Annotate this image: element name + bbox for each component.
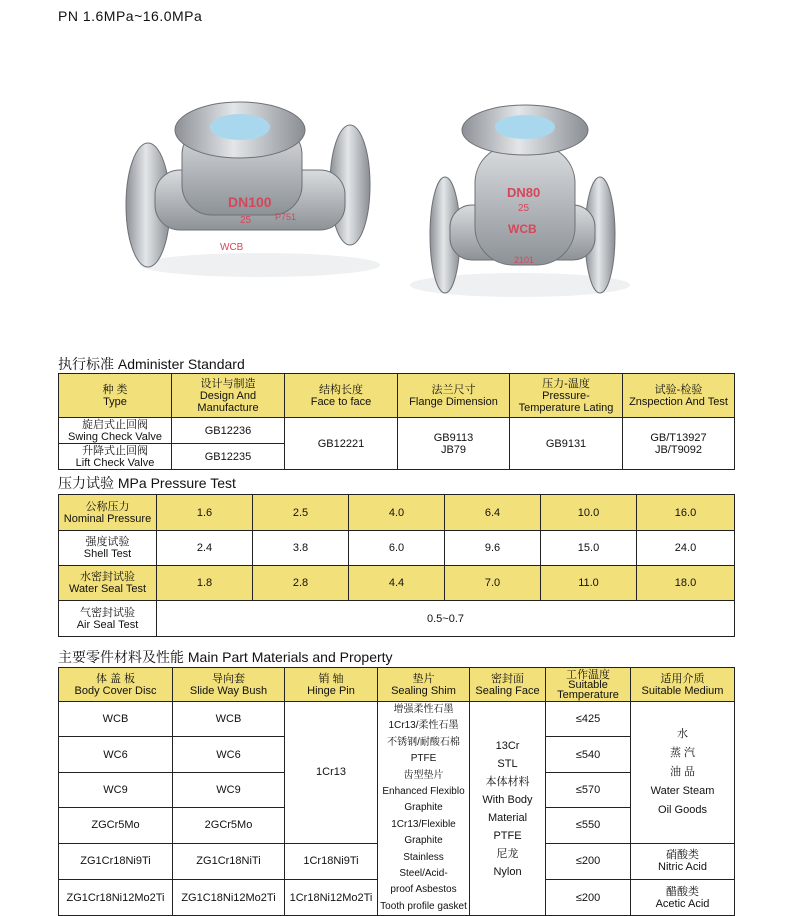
pressure-label-water: 水密封试验 Water Seal Test (59, 566, 157, 601)
pressure-shell-cell: 15.0 (541, 531, 637, 566)
mat-body-cell: WCB (59, 702, 173, 737)
pressure-nominal-cell: 4.0 (349, 495, 445, 531)
mat-medium-nitric: 硝酸类 Nitric Acid (631, 843, 735, 879)
std-face-value: GB12221 (285, 418, 398, 470)
valve-photos (110, 85, 670, 310)
pressure-nominal-cell: 16.0 (637, 495, 735, 531)
valve2-mark-material: WCB (508, 222, 537, 236)
mat-bush-cell: ZG1C18Ni12Mo2Ti (173, 879, 285, 915)
pressure-label-shell: 强度试验 Shell Test (59, 531, 157, 566)
std-type-swing: 旋启式止回阀 Swing Check Valve (59, 418, 172, 444)
mat-bush-cell: WC6 (173, 737, 285, 772)
mat-header-shim: 垫片 Sealing Shim (378, 668, 470, 702)
pressure-water-cell: 1.8 (157, 566, 253, 601)
std-test-value: GB/T13927 JB/T9092 (623, 418, 735, 470)
pressure-water-cell: 2.8 (253, 566, 349, 601)
pressure-nominal-cell: 2.5 (253, 495, 349, 531)
mat-header-medium: 适用介质 Suitable Medium (631, 668, 735, 702)
mat-temp-cell: ≤570 (546, 772, 631, 807)
pressure-label-nominal: 公称压力 Nominal Pressure (59, 495, 157, 531)
std-header-flange: 法兰尺寸 Flange Dimension (398, 374, 510, 418)
mat-header-bush: 导向套 Slide Way Bush (173, 668, 285, 702)
mat-header-body: 体 盖 板 Body Cover Disc (59, 668, 173, 702)
valve1-mark-pn: 25 (240, 215, 252, 226)
mat-bush-cell: 2GCr5Mo (173, 808, 285, 843)
materials-table (58, 667, 735, 916)
mat-medium-acetic: 醋酸类 Acetic Acid (631, 879, 735, 915)
std-flange-value: GB9113 JB79 (398, 418, 510, 470)
lift-check-valve-photo (410, 105, 630, 297)
mat-pin-cr13: 1Cr13 (285, 702, 378, 844)
mat-face-list: 13Cr STL 本体材料 With Body Material PTFE 尼龙 Nylon (470, 702, 546, 916)
std-design-lift: GB12235 (172, 444, 285, 470)
valve2-mark-number: 2101 (514, 255, 535, 265)
standard-section-title: 执行标准 Administer Standard (58, 356, 245, 372)
pressure-shell-cell: 3.8 (253, 531, 349, 566)
pressure-nominal-cell: 1.6 (157, 495, 253, 531)
pressure-section-title: 压力试验 MPa Pressure Test (58, 475, 236, 491)
mat-temp-cell: ≤200 (546, 843, 631, 879)
std-design-swing: GB12236 (172, 418, 285, 444)
pressure-water-cell: 18.0 (637, 566, 735, 601)
pressure-nominal-cell: 6.4 (445, 495, 541, 531)
valve1-mark-dn: DN100 (228, 194, 272, 210)
pressure-water-cell: 7.0 (445, 566, 541, 601)
mat-bush-cell: ZG1Cr18NiTi (173, 843, 285, 879)
mat-medium-water-steam-oil: 水 蒸 汽 油 品 Water Steam Oil Goods (631, 702, 735, 844)
mat-bush-cell: WC9 (173, 772, 285, 807)
pressure-shell-cell: 6.0 (349, 531, 445, 566)
pressure-label-air: 气密封试验 Air Seal Test (59, 601, 157, 637)
mat-body-cell: ZG1Cr18Ni12Mo2Ti (59, 879, 173, 915)
std-header-type: 种 类 Type (59, 374, 172, 418)
mat-body-cell: WC9 (59, 772, 173, 807)
mat-body-cell: ZG1Cr18Ni9Ti (59, 843, 173, 879)
std-header-test: 试验-检验 Znspection And Test (623, 374, 735, 418)
standard-table (58, 373, 735, 470)
valve2-mark-pn: 25 (518, 203, 530, 214)
std-ptl-value: GB9131 (510, 418, 623, 470)
std-header-face: 结构长度 Face to face (285, 374, 398, 418)
mat-header-pin: 销 轴 Hinge Pin (285, 668, 378, 702)
mat-temp-cell: ≤200 (546, 879, 631, 915)
mat-temp-cell: ≤540 (546, 737, 631, 772)
pressure-shell-cell: 24.0 (637, 531, 735, 566)
mat-pin-1cr18ni12mo2ti: 1Cr18Ni12Mo2Ti (285, 879, 378, 915)
pressure-nominal-cell: 10.0 (541, 495, 637, 531)
pressure-range-heading: PN 1.6MPa~16.0MPa (58, 8, 203, 24)
mat-shim-list: 增强柔性石墨 1Cr13/柔性石墨 不锈钢/耐酸石棉 PTFE 齿型垫片 Enhanced Flexiblo Graphite 1Cr13/Flexible Graphite Stainless Steel/Acid- proof Asbestos Tooth profile gasket (378, 702, 470, 916)
pressure-table (58, 494, 735, 637)
pressure-water-cell: 11.0 (541, 566, 637, 601)
mat-temp-cell: ≤425 (546, 702, 631, 737)
mat-header-face: 密封面 Sealing Face (470, 668, 546, 702)
swing-check-valve-photo (126, 102, 380, 277)
valve2-mark-dn: DN80 (507, 185, 541, 200)
pressure-shell-cell: 9.6 (445, 531, 541, 566)
std-header-ptl: 压力-温度 Pressure- Temperature Lating (510, 374, 623, 418)
mat-bush-cell: WCB (173, 702, 285, 737)
valve1-mark-code: P751 (275, 212, 297, 222)
pressure-water-cell: 4.4 (349, 566, 445, 601)
pressure-shell-cell: 2.4 (157, 531, 253, 566)
pressure-air-value: 0.5~0.7 (157, 601, 735, 637)
valve1-mark-material: WCB (220, 242, 244, 253)
std-header-design: 设计与制造 Design And Manufacture (172, 374, 285, 418)
mat-temp-cell: ≤550 (546, 808, 631, 843)
mat-body-cell: WC6 (59, 737, 173, 772)
mat-header-temp: 工作温度 Suitable Temperature (546, 668, 631, 702)
mat-pin-1cr18ni9ti: 1Cr18Ni9Ti (285, 843, 378, 879)
materials-section-title: 主要零件材料及性能 Main Part Materials and Property (58, 649, 393, 665)
mat-body-cell: ZGCr5Mo (59, 808, 173, 843)
std-type-lift: 升降式止回阀 Lift Check Valve (59, 444, 172, 470)
